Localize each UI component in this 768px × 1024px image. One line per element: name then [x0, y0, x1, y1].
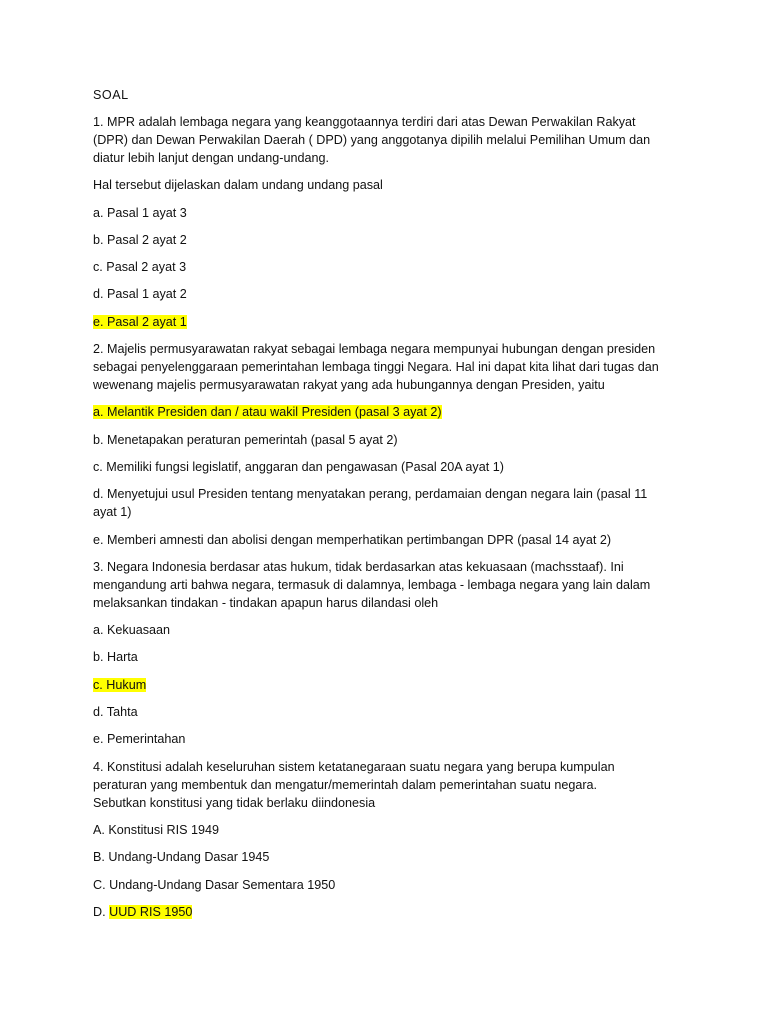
option-2e: e. Memberi amnesti dan abolisi dengan memperhatikan pertimbangan DPR (pasal 14 ayat 2)	[93, 532, 612, 547]
document-title: SOAL	[93, 88, 129, 102]
question-1-line: diatur lebih lanjut dengan undang-undang.	[93, 151, 329, 165]
question-2-line: sebagai penyelenggaraan pemerintahan lembaga tinggi Negara. Hal ini dapat kita lihat dari tugas dan	[93, 360, 659, 375]
option-4d-answer: UUD RIS 1950	[109, 904, 193, 919]
question-2-line: 2. Majelis permusyarawatan rakyat sebagai lembaga negara mempunyai hubungan dengan presiden	[93, 342, 656, 357]
question-4	[93, 758, 683, 812]
option-3e: e. Pemerintahan	[93, 732, 186, 747]
option-4c: C. Undang-Undang Dasar Sementara 1950	[93, 877, 336, 892]
question-1-line: (DPR) dan Dewan Perwakilan Daerah ( DPD) yang anggotanya dipilih melalui Pemilihan Umum dan	[93, 133, 651, 147]
option-1c: c. Pasal 2 ayat 3	[93, 260, 187, 275]
option-1e-answer: e. Pasal 2 ayat 1	[93, 314, 187, 329]
option-2d-line: d. Menyetujui usul Presiden tentang menyatakan perang, perdamaian dengan negara lain (pasal 11	[93, 487, 648, 502]
option-2c: c. Memiliki fungsi legislatif, anggaran dan pengawasan (Pasal 20A ayat 1)	[93, 459, 504, 474]
question-1-line: 1. MPR adalah lembaga negara yang keanggotaannya terdiri dari atas Dewan Perwakilan Rakyat	[93, 115, 636, 129]
question-2-line: wewenang majelis permusyarawatan rakyat yang ada hubungannya dengan Presiden, yaitu	[93, 378, 605, 393]
option-3c-answer: c. Hukum	[93, 677, 147, 692]
question-3	[93, 558, 683, 612]
option-4b: B. Undang-Undang Dasar 1945	[93, 850, 270, 865]
question-4-line: peraturan yang membentuk dan mengatur/memerintah dalam pemerintahan suatu negara.	[93, 777, 598, 792]
option-1b: b. Pasal 2 ayat 2	[93, 232, 187, 247]
question-3-line: melaksankan tindakan - tindakan apapun harus dilandasi oleh	[93, 595, 439, 610]
question-1-followup: Hal tersebut dijelaskan dalam undang undang pasal	[93, 178, 383, 193]
document-page	[93, 86, 683, 930]
option-3d: d. Tahta	[93, 705, 138, 720]
question-3-line: mengandung arti bahwa negara, termasuk di dalamnya, lembaga - lembaga negara yang lain dalam	[93, 577, 651, 592]
option-4d	[93, 903, 683, 921]
option-4d-prefix: D.	[93, 904, 110, 919]
question-3-line: 3. Negara Indonesia berdasar atas hukum, tidak berdasarkan atas kekuasaan (machsstaaf). Ini	[93, 559, 624, 574]
option-2a-answer: a. Melantik Presiden dan / atau wakil Presiden (pasal 3 ayat 2)	[93, 405, 442, 420]
question-1	[93, 113, 683, 167]
option-2b: b. Menetapakan peraturan pemerintah (pasal 5 ayat 2)	[93, 432, 398, 447]
option-1d: d. Pasal 1 ayat 2	[93, 287, 187, 302]
option-3a: a. Kekuasaan	[93, 623, 171, 638]
option-3b: b. Harta	[93, 650, 138, 665]
option-4a: A. Konstitusi RIS 1949	[93, 822, 220, 837]
question-2	[93, 340, 683, 394]
option-2d-line: ayat 1)	[93, 505, 132, 520]
option-1a: a. Pasal 1 ayat 3	[93, 205, 187, 220]
question-4-line: 4. Konstitusi adalah keseluruhan sistem ketatanegaraan suatu negara yang berupa kumpulan	[93, 759, 615, 774]
option-2d	[93, 485, 683, 521]
question-4-line: Sebutkan konstitusi yang tidak berlaku diindonesia	[93, 795, 376, 810]
